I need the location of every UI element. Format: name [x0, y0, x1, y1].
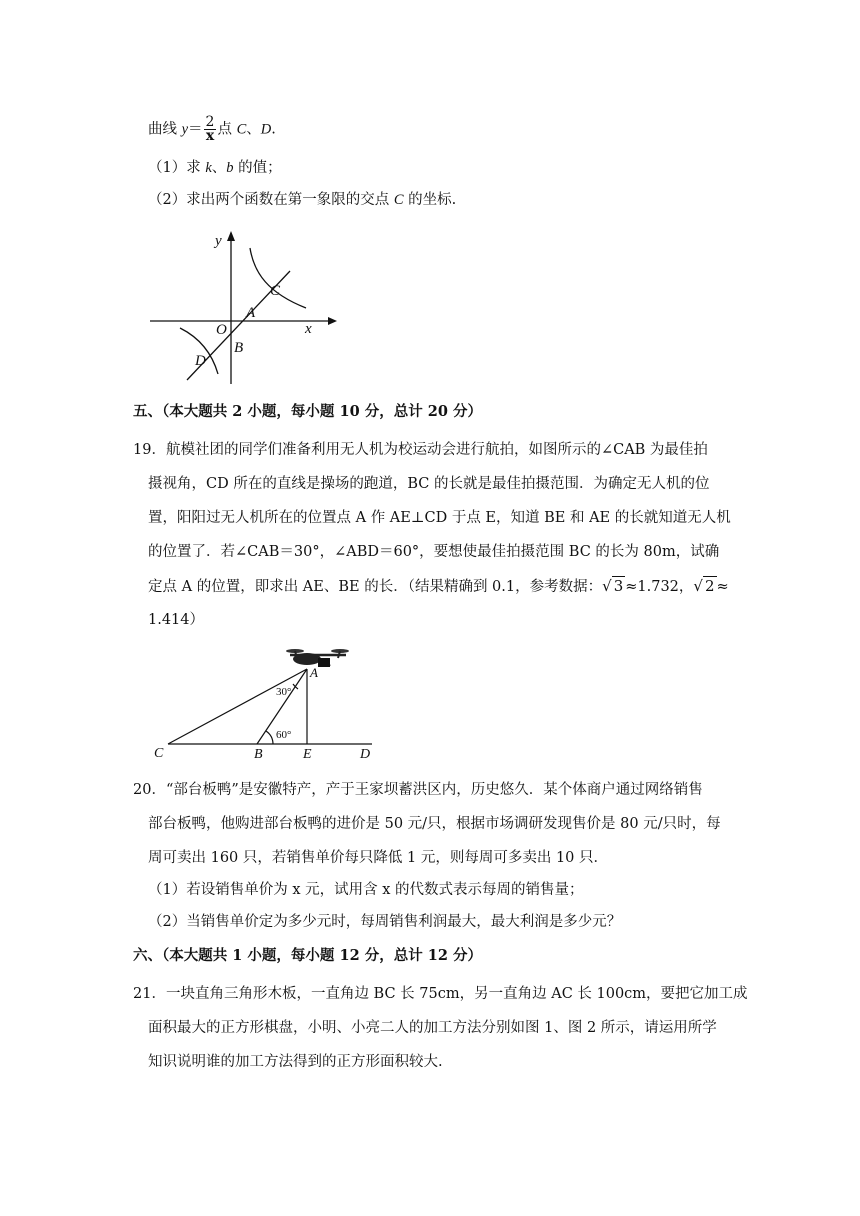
sqrt2-symbol: √ 2 — [693, 577, 715, 595]
q19-line-1: 19．航模社团的同学们准备利用无人机为校运动会进行航拍，如图所示的∠CAB 为最佳拍 — [133, 442, 708, 458]
q19-line-6: 1.414） — [148, 612, 205, 628]
q19-line-2: 摄视角，CD 所在的直线是操场的跑道，BC 的长就是最佳拍摄范围．为确定无人机的位 — [148, 476, 710, 492]
q20-line-1: 20．“部台板鸭”是安徽特产，产于王家坝蓄洪区内，历史悠久．某个体商户通过网络销售 — [133, 782, 703, 798]
angle-30-label: 30° — [276, 686, 292, 698]
sqrt3-symbol: √ 3 — [602, 577, 624, 595]
q19-line-3: 置，阳阳过无人机所在的位置点 A 作 AE⊥CD 于点 E，知道 BE 和 AE 的长就知道无人机 — [148, 510, 731, 526]
q20-line-2: 部台板鸭，他购进部台板鸭的进价是 50 元/只，根据市场调研发现售价是 80 元/只时，每 — [148, 816, 721, 832]
label-e: E — [303, 747, 312, 762]
q21-line-2: 面积最大的正方形棋盘，小明、小亮二人的加工方法分别如图 1、图 2 所示，请运用所学 — [148, 1020, 717, 1036]
q20-line-3: 周可卖出 160 只，若销售单价每只降低 1 元，则每周可多卖出 10 只． — [148, 850, 609, 866]
q18-intro-text: 曲线 — [148, 121, 182, 138]
q19-line-5-approx2: ≈ — [716, 579, 729, 595]
q19-line-5 — [148, 576, 729, 597]
angle-60-label: 60° — [276, 729, 292, 741]
q18-part1-sep: 、 — [211, 160, 227, 176]
q18-var-k: k — [205, 160, 212, 176]
x-axis-arrow — [328, 317, 337, 325]
q18-period: . — [271, 121, 276, 138]
label-o: O — [216, 322, 227, 338]
q18-intro-text2: 点 — [217, 121, 237, 138]
q18-intro — [148, 116, 276, 143]
q18-part2-text: （2）求出两个函数在第一象限的交点 — [148, 192, 394, 208]
q18-frac-num: 2 — [205, 114, 215, 130]
q20-part-1: （1）若设销售单价为 x 元，试用含 x 的代数式表示每周的销售量； — [148, 882, 584, 898]
q19-drone-figure — [150, 644, 390, 764]
q18-part1-text: （1）求 — [148, 160, 206, 176]
label-c: C — [270, 283, 281, 299]
label-d: D — [360, 747, 371, 762]
label-a: A — [310, 665, 318, 680]
angle-60-arc — [266, 731, 273, 744]
q18-part2 — [148, 190, 456, 210]
label-a: A — [246, 305, 256, 321]
q18-sep: 、 — [246, 121, 261, 138]
q18-part1 — [148, 158, 282, 178]
q21-line-3: 知识说明谁的加工方法得到的正方形面积较大. — [148, 1054, 443, 1070]
q18-part2-end: 的坐标. — [403, 192, 457, 208]
q18-var-y: y — [181, 121, 189, 138]
q19-line-5-approx1: ≈1.732， — [625, 579, 694, 595]
q18-fraction — [204, 116, 217, 143]
q18-point-d: D — [260, 121, 272, 138]
q20-part-2: （2）当销售单价定为多少元时，每周销售利润最大，最大利润是多少元？ — [148, 914, 622, 930]
q18-point-c: C — [236, 121, 247, 138]
section-6-heading: 六、（本大题共 1 小题，每小题 12 分，总计 12 分） — [133, 947, 482, 964]
label-b: B — [234, 340, 244, 356]
q21-line-1: 21．一块直角三角形木板，一直角边 BC 长 75cm，另一直角边 AC 长 100cm，要把它加工成 — [133, 986, 748, 1002]
label-d: D — [195, 353, 206, 369]
q18-part2-point-c: C — [393, 192, 404, 208]
label-x: x — [305, 321, 312, 337]
q18-frac-den: x — [205, 128, 215, 144]
q19-line-5-text: 定点 A 的位置，即求出 AE、BE 的长．（结果精确到 0.1，参考数据： — [148, 579, 603, 595]
q18-graph-figure — [150, 228, 340, 388]
label-c: C — [154, 746, 164, 761]
q18-part1-end: 的值； — [233, 160, 282, 176]
q18-var-b: b — [226, 160, 234, 176]
label-b: B — [254, 747, 263, 762]
q18-equals: ＝ — [188, 121, 203, 138]
q19-line-4: 的位置了．若∠CAB＝30°，∠ABD＝60°，要想使最佳拍摄范围 BC 的长为 80m，试确 — [148, 544, 720, 560]
sqrt2-radicand: 2 — [704, 577, 715, 595]
y-axis-arrow — [227, 231, 235, 241]
hyperbola-branch-1 — [250, 248, 306, 308]
label-y: y — [215, 233, 222, 249]
section-5-heading: 五、（本大题共 2 小题，每小题 10 分，总计 20 分） — [133, 403, 482, 420]
sqrt3-radicand: 3 — [613, 577, 624, 595]
